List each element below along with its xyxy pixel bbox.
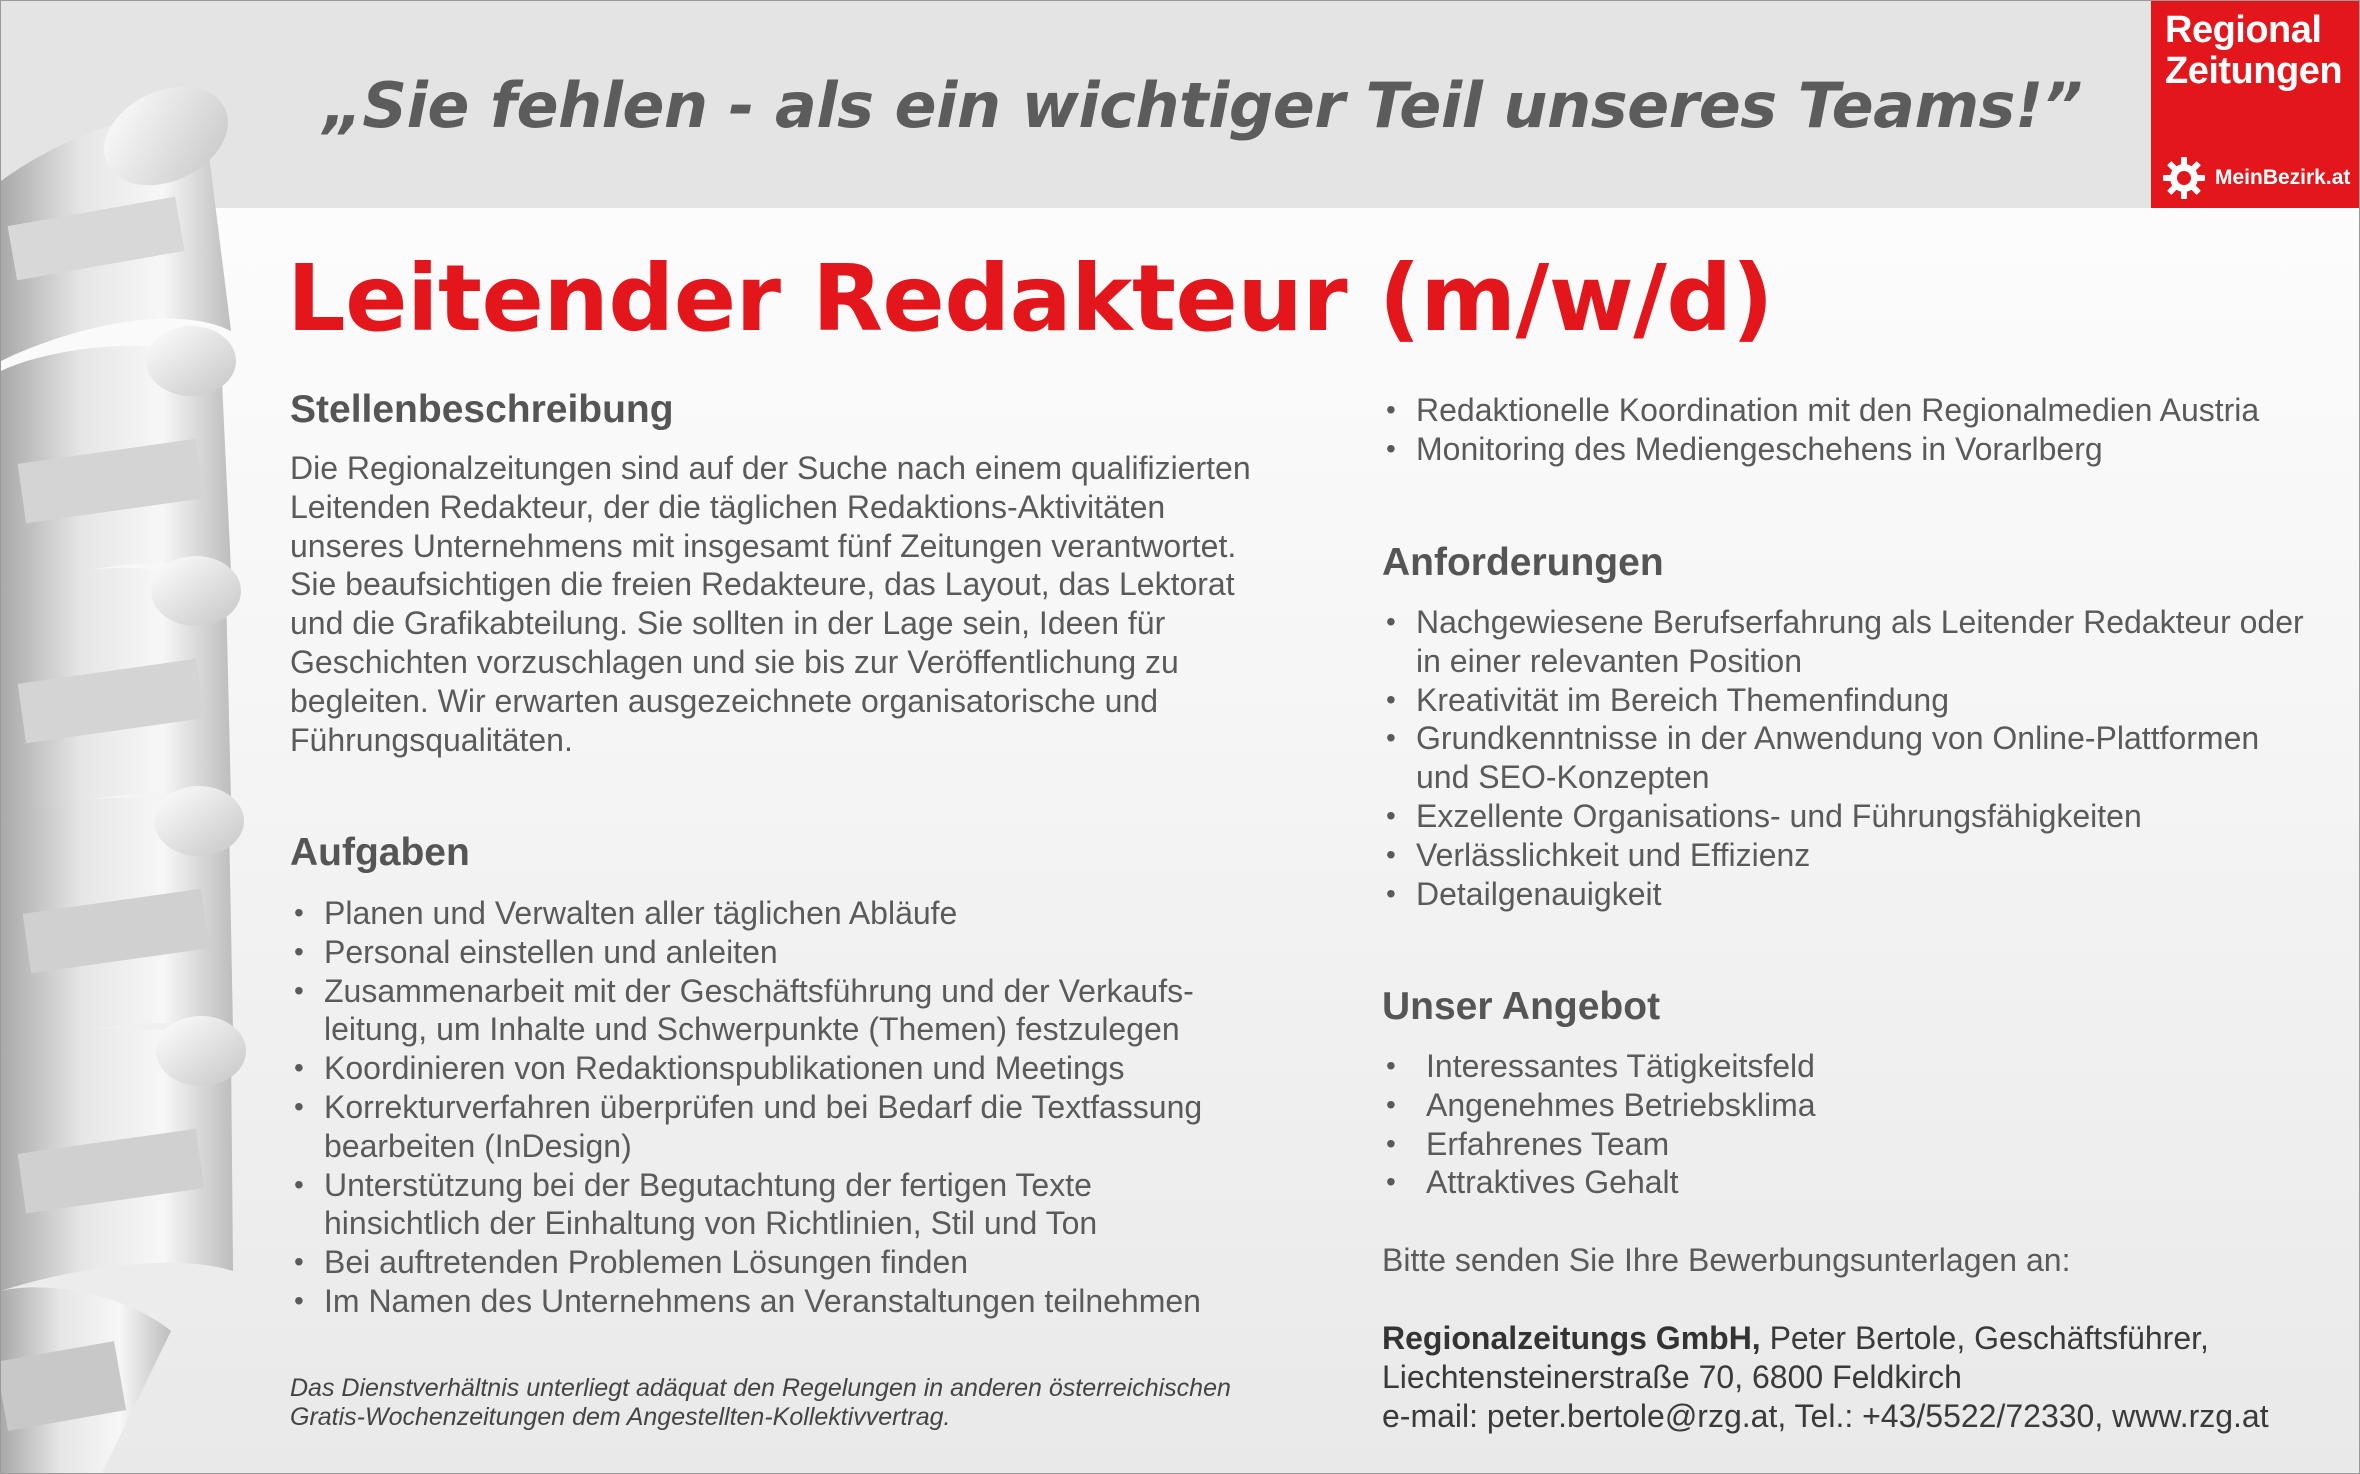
newspaper-roll-1 — [1, 68, 244, 361]
contact-details: e-mail: peter.bertole@rzg.at, Tel.: +43/5522/72330, www.rzg.at — [1382, 1397, 2269, 1434]
description-line: und die Grafikabteilung. Sie sollten in der Lage sein, Ideen für — [290, 605, 1166, 642]
newspaper-roll-5 — [1, 1016, 246, 1291]
bullet-icon: • — [294, 935, 304, 967]
list-item-text: in einer relevanten Position — [1416, 642, 1803, 679]
footnote-line-2: Gratis-Wochenzeitungen dem Angestellten-Kollektivvertrag. — [290, 1403, 951, 1431]
description-line: Führungsqualitäten. — [290, 721, 573, 758]
list-item — [1382, 836, 2304, 875]
anforderungen-list — [1382, 603, 2304, 913]
bullet-icon: • — [1386, 799, 1396, 831]
bullet-icon: • — [294, 1246, 304, 1278]
rolled-newspapers-image — [1, 31, 266, 1474]
list-item — [1382, 797, 2304, 836]
list-item-text: Grundkenntnisse in der Anwendung von Online-Plattformen — [1416, 720, 2260, 757]
bullet-icon: • — [294, 897, 304, 928]
list-item — [1382, 1047, 1816, 1086]
list-item-text: bearbeiten (InDesign) — [324, 1127, 632, 1164]
list-item-text: Kreativität im Bereich Themenfindung — [1416, 681, 1950, 718]
list-item-text: Attraktives Gehalt — [1426, 1164, 1679, 1201]
aufgaben-continued-list — [1382, 391, 2259, 469]
contact-address: Liechtensteinerstraße 70, 6800 Feldkirch — [1382, 1358, 1962, 1395]
list-item-continuation — [290, 1127, 1202, 1166]
list-item — [290, 933, 1202, 972]
list-item-text: Im Namen des Unternehmens an Veranstaltungen teilnehmen — [324, 1282, 1201, 1319]
list-item — [290, 972, 1202, 1011]
list-item-text: Koordinieren von Redaktionspublikationen und Meetings — [324, 1050, 1125, 1087]
bullet-icon: • — [1386, 838, 1396, 870]
newspaper-roll-4 — [1, 786, 244, 1051]
newspaper-roll-3 — [1, 556, 241, 821]
bullet-icon: • — [1386, 432, 1396, 464]
list-item-text: Planen und Verwalten aller täglichen Abläufe — [324, 895, 958, 931]
logo-line-1: Regional — [2165, 9, 2322, 51]
bullet-icon: • — [294, 1090, 304, 1122]
list-item — [290, 1088, 1202, 1127]
bullet-icon: • — [294, 1168, 304, 1200]
list-item-text: Detailgenauigkeit — [1416, 875, 1662, 912]
contact-block — [1382, 1319, 2269, 1435]
stellenbeschreibung-heading: Stellenbeschreibung — [290, 388, 674, 431]
bullet-icon: • — [294, 1052, 304, 1084]
list-item-text: leitung, um Inhalte und Schwerpunkte (Themen) festzulegen — [324, 1011, 1180, 1048]
list-item — [1382, 603, 2304, 642]
list-item-text: und SEO-Konzepten — [1416, 759, 1710, 796]
list-item — [290, 1049, 1202, 1088]
slogan: „Sie fehlen - als ein wichtiger Teil unseres Teams!” — [323, 69, 2083, 142]
list-item-text: Personal einstellen und anleiten — [324, 933, 778, 970]
contact-company-line — [1382, 1319, 2269, 1358]
bullet-icon: • — [1386, 722, 1396, 754]
list-item-continuation — [1382, 642, 2304, 681]
list-item-text: Interessantes Tätigkeitsfeld — [1426, 1048, 1815, 1084]
list-item — [1382, 681, 2304, 720]
list-item-text: Monitoring des Mediengeschehens in Vorarlberg — [1416, 430, 2103, 467]
list-item — [1382, 1163, 1816, 1202]
description-line: Die Regionalzeitungen sind auf der Suche nach einem qualifizierten — [290, 450, 1251, 486]
list-item — [1382, 1086, 1816, 1125]
newspaper-roll-2 — [1, 326, 236, 591]
list-item-text: Redaktionelle Koordination mit den Regionalmedien Austria — [1416, 392, 2260, 428]
newspaper-roll-6 — [1, 1287, 171, 1474]
list-item — [1382, 430, 2259, 469]
list-item-text: Exzellente Organisations- und Führungsfähigkeiten — [1416, 797, 2142, 834]
angebot-list — [1382, 1047, 1816, 1202]
job-description — [290, 449, 1251, 759]
anforderungen-heading: Anforderungen — [1382, 541, 1664, 584]
bullet-icon: • — [1386, 394, 1396, 425]
list-item — [290, 1282, 1202, 1321]
angebot-heading: Unser Angebot — [1382, 985, 1661, 1028]
bullet-icon: • — [1386, 606, 1396, 637]
list-item-text: Bei auftretenden Problemen Lösungen finden — [324, 1244, 969, 1281]
bullet-icon: • — [1386, 1050, 1396, 1081]
footnote — [290, 1374, 1231, 1432]
list-item-text: Zusammenarbeit mit der Geschäftsführung und der Verkaufs- — [324, 972, 1194, 1009]
list-item — [290, 1166, 1202, 1205]
list-item-text: Verlässlichkeit und Effizienz — [1416, 836, 1811, 873]
description-line: unseres Unternehmens mit insgesamt fünf Zeitungen verantwortet. — [290, 527, 1237, 564]
bullet-icon: • — [1386, 1127, 1396, 1159]
bullet-icon: • — [1386, 683, 1396, 715]
description-line: begleiten. Wir erwarten ausgezeichnete organisatorische und — [290, 682, 1159, 719]
logo-line-2: Zeitungen — [2165, 50, 2343, 92]
footnote-line-1: Das Dienstverhältnis unterliegt adäquat den Regelungen in anderen österreichischen — [290, 1374, 1231, 1402]
bullet-icon: • — [1386, 877, 1396, 909]
description-line: Leitenden Redakteur, der die täglichen Redaktions-Aktivitäten — [290, 488, 1166, 525]
list-item-text: Korrekturverfahren überprüfen und bei Bedarf die Textfassung — [324, 1088, 1203, 1125]
list-item-text: Angenehmes Betriebsklima — [1426, 1086, 1816, 1123]
meinbezirk-brand — [2161, 155, 2356, 201]
list-item — [290, 1243, 1202, 1282]
list-item-text: Unterstützung bei der Begutachtung der fertigen Texte — [324, 1166, 1092, 1203]
list-item-continuation — [1382, 758, 2304, 797]
list-item-continuation — [290, 1204, 1202, 1243]
list-item — [1382, 875, 2304, 914]
description-line: Sie beaufsichtigen die freien Redakteure, das Layout, das Lektorat — [290, 566, 1235, 603]
aufgaben-heading: Aufgaben — [290, 831, 470, 874]
list-item — [1382, 391, 2259, 430]
regionalzeitungen-logo — [2151, 1, 2360, 208]
list-item — [1382, 1125, 1816, 1164]
list-item — [1382, 719, 2304, 758]
list-item-text: hinsichtlich der Einhaltung von Richtlinien, Stil und Ton — [324, 1205, 1098, 1242]
bullet-icon: • — [294, 1284, 304, 1316]
company-name: Regionalzeitungs GmbH, — [1382, 1320, 1761, 1356]
bullet-icon: • — [1386, 1088, 1396, 1120]
meinbezirk-gear-icon — [2161, 155, 2207, 201]
list-item-text: Erfahrenes Team — [1426, 1125, 1670, 1162]
description-line: Geschichten vorzuschlagen und sie bis zur Veröffentlichung zu — [290, 643, 1179, 680]
contact-person: Peter Bertole, Geschäftsführer, — [1760, 1320, 2209, 1356]
application-intro: Bitte senden Sie Ihre Bewerbungsunterlagen an: — [1382, 1242, 2071, 1278]
list-item-continuation — [290, 1010, 1202, 1049]
logo-brand-text: MeinBezirk.at — [2215, 166, 2351, 189]
aufgaben-list — [290, 894, 1202, 1321]
job-title: Leitender Redakteur (m/w/d) — [287, 245, 1774, 352]
bullet-icon: • — [294, 974, 304, 1006]
bullet-icon: • — [1386, 1166, 1396, 1198]
list-item — [290, 894, 1202, 933]
list-item-text: Nachgewiesene Berufserfahrung als Leitender Redakteur oder — [1416, 604, 2304, 640]
